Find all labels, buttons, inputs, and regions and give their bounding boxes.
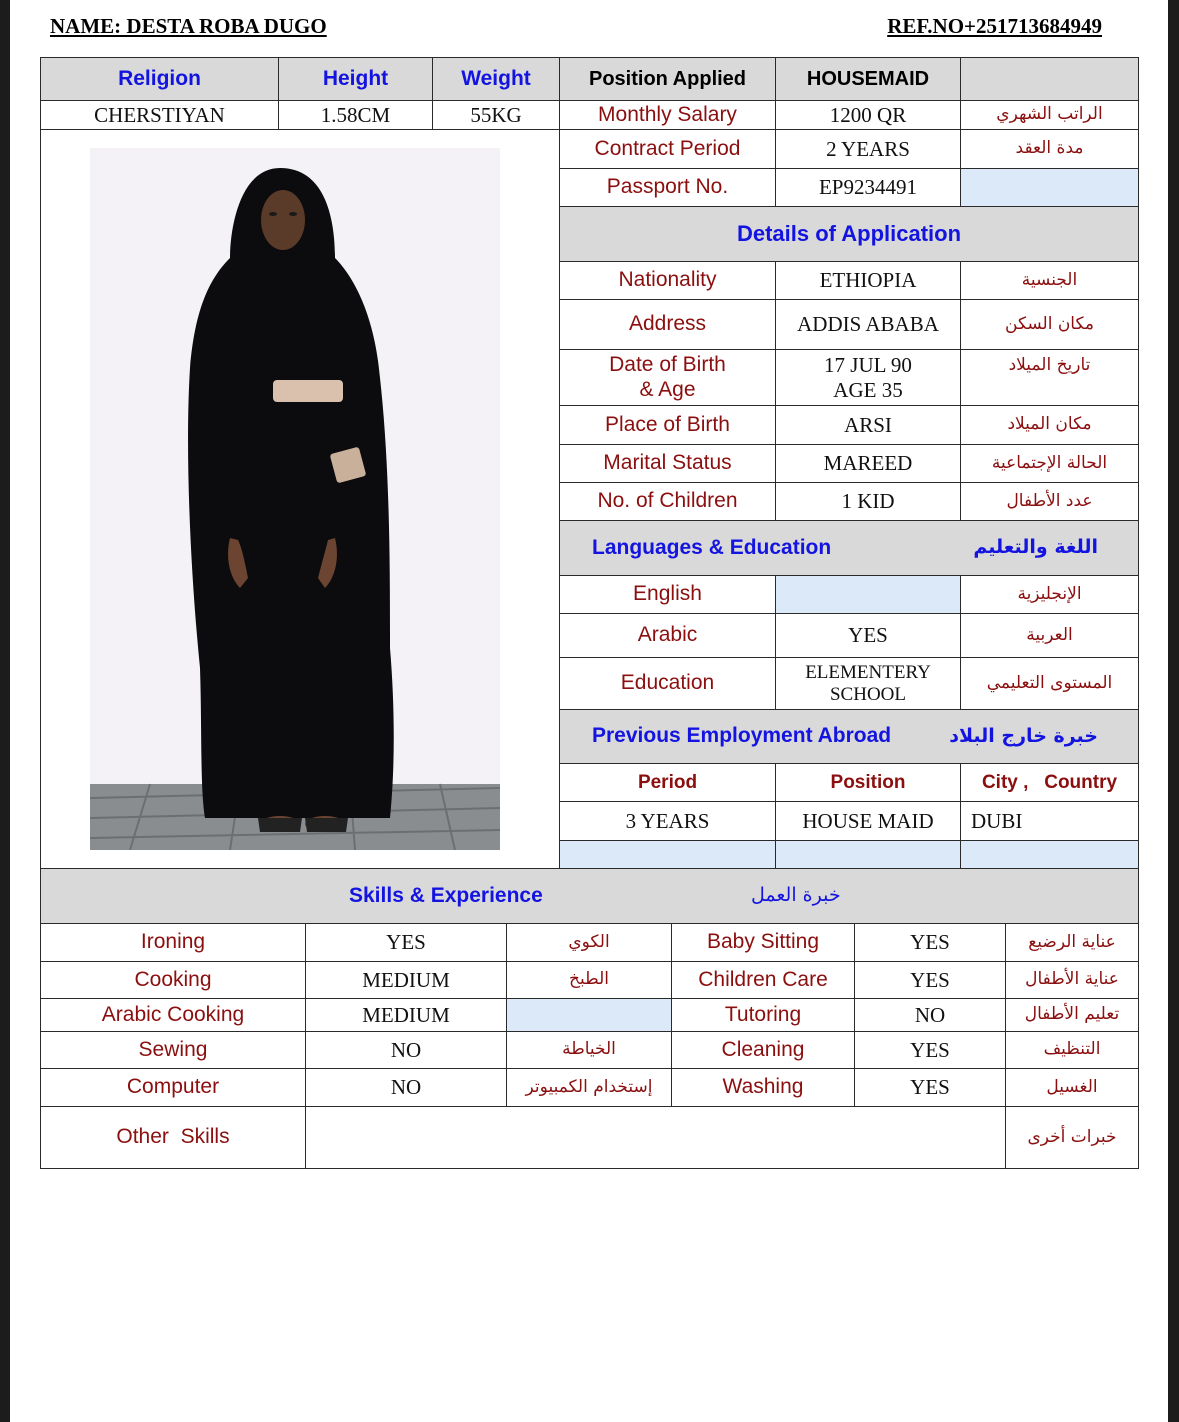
marital-status-value: MAREED xyxy=(775,444,961,483)
dob-label xyxy=(559,349,776,406)
arabic-value: YES xyxy=(775,613,961,658)
skills-section-title xyxy=(40,868,1139,924)
place-of-birth-value: ARSI xyxy=(775,405,961,445)
education-ar: المستوى التعليمي xyxy=(960,657,1139,710)
skill-childrencare-label: Children Care xyxy=(671,961,855,999)
skill-washing-ar: الغسيل xyxy=(1005,1068,1139,1107)
passport-value: EP9234491 xyxy=(775,168,961,207)
reference-number: REF.NO+251713684949 xyxy=(887,14,1102,38)
skill-babysitting-value: YES xyxy=(854,923,1006,962)
employment-col-position: Position xyxy=(775,763,961,802)
languages-title-en: Languages & Education xyxy=(592,535,832,559)
skill-cleaning-value: YES xyxy=(854,1031,1006,1069)
passport-blank-cell xyxy=(960,168,1139,207)
skills-title-en: Skills & Experience xyxy=(349,883,543,907)
children-label: No. of Children xyxy=(559,482,776,521)
contract-period-ar: مدة العقد xyxy=(960,129,1139,169)
dob-date: 17 JUL 90 xyxy=(824,353,912,378)
dob-age: AGE 35 xyxy=(833,377,903,402)
skill-washing-value: YES xyxy=(854,1068,1006,1107)
children-ar: عدد الأطفال xyxy=(960,482,1139,521)
candidate-name: NAME: DESTA ROBA DUGO xyxy=(50,14,327,38)
religion-header: Religion xyxy=(40,57,279,101)
education-value-line1: ELEMENTERY xyxy=(805,661,931,683)
children-value: 1 KID xyxy=(775,482,961,521)
nationality-value: ETHIOPIA xyxy=(775,261,961,300)
weight-header: Weight xyxy=(432,57,560,101)
employment-section-title xyxy=(559,709,1139,764)
skills-title-ar: خبرة العمل xyxy=(751,884,841,907)
education-value xyxy=(775,657,961,710)
arabic-label: Arabic xyxy=(559,613,776,658)
skill-washing-label: Washing xyxy=(671,1068,855,1107)
skill-arabic-cooking-ar-blank xyxy=(506,998,672,1032)
address-value: ADDIS ABABA xyxy=(775,299,961,350)
skill-sewing-ar: الخياطة xyxy=(506,1031,672,1069)
skill-childrencare-ar: عناية الأطفال xyxy=(1005,961,1139,999)
marital-status-ar: الحالة الإجتماعية xyxy=(960,444,1139,483)
skill-tutoring-ar: تعليم الأطفال xyxy=(1005,998,1139,1032)
skill-sewing-label: Sewing xyxy=(40,1031,306,1069)
skill-arabic-cooking-label: Arabic Cooking xyxy=(40,998,306,1032)
employment-col-city: City , Country xyxy=(960,763,1139,802)
skill-babysitting-ar: عناية الرضيع xyxy=(1005,923,1139,962)
skill-computer-label: Computer xyxy=(40,1068,306,1107)
arabic-ar: العربية xyxy=(960,613,1139,658)
monthly-salary-value: 1200 QR xyxy=(775,100,961,130)
skill-computer-value: NO xyxy=(305,1068,507,1107)
skill-cleaning-ar: التنظيف xyxy=(1005,1031,1139,1069)
skill-sewing-value: NO xyxy=(305,1031,507,1069)
height-header: Height xyxy=(278,57,433,101)
languages-title-ar: اللغة والتعليم xyxy=(973,536,1098,559)
other-skills-value-blank xyxy=(305,1106,1006,1169)
address-ar: مكان السكن xyxy=(960,299,1139,350)
other-skills-ar: خبرات أخرى xyxy=(1005,1106,1139,1169)
skill-tutoring-label: Tutoring xyxy=(671,998,855,1032)
employment-position-value: HOUSE MAID xyxy=(775,801,961,841)
religion-value: CHERSTIYAN xyxy=(40,100,279,130)
employment-col-period: Period xyxy=(559,763,776,802)
skill-ironing-value: YES xyxy=(305,923,507,962)
candidate-photo xyxy=(90,148,500,850)
skill-tutoring-value: NO xyxy=(854,998,1006,1032)
employment-title-en: Previous Employment Abroad xyxy=(592,724,892,748)
employment-blank-3 xyxy=(960,840,1139,869)
place-of-birth-label: Place of Birth xyxy=(559,405,776,445)
skill-ironing-label: Ironing xyxy=(40,923,306,962)
dob-value xyxy=(775,349,961,406)
address-label: Address xyxy=(559,299,776,350)
english-label: English xyxy=(559,575,776,614)
skill-cooking-ar: الطبخ xyxy=(506,961,672,999)
details-section-title: Details of Application xyxy=(559,206,1139,262)
skill-cleaning-label: Cleaning xyxy=(671,1031,855,1069)
skill-cooking-value: MEDIUM xyxy=(305,961,507,999)
position-applied-label: Position Applied xyxy=(559,57,776,101)
contract-period-value: 2 YEARS xyxy=(775,129,961,169)
education-value-line2: SCHOOL xyxy=(829,683,906,705)
monthly-salary-label: Monthly Salary xyxy=(559,100,776,130)
english-value-blank xyxy=(775,575,961,614)
dob-ar: تاريخ الميلاد xyxy=(960,349,1139,406)
position-applied-value: HOUSEMAID xyxy=(775,57,961,101)
nationality-label: Nationality xyxy=(559,261,776,300)
employment-title-ar: خبرة خارج البلاد xyxy=(949,724,1098,747)
skill-ironing-ar: الكوي xyxy=(506,923,672,962)
monthly-salary-ar: الراتب الشهري xyxy=(960,100,1139,130)
passport-label: Passport No. xyxy=(559,168,776,207)
skill-computer-ar: إستخدام الكمبيوتر xyxy=(506,1068,672,1107)
employment-blank-1 xyxy=(559,840,776,869)
skill-childrencare-value: YES xyxy=(854,961,1006,999)
contract-period-label: Contract Period xyxy=(559,129,776,169)
cv-page xyxy=(10,0,1168,1422)
education-label: Education xyxy=(559,657,776,710)
languages-section-title xyxy=(559,520,1139,576)
height-value: 1.58CM xyxy=(278,100,433,130)
employment-period-value: 3 YEARS xyxy=(559,801,776,841)
other-skills-label: Other Skills xyxy=(40,1106,306,1169)
weight-value: 55KG xyxy=(432,100,560,130)
dob-label-line2: & Age xyxy=(639,377,696,401)
employment-city-value: DUBI xyxy=(960,801,1139,841)
english-ar: الإنجليزية xyxy=(960,575,1139,614)
skill-babysitting-label: Baby Sitting xyxy=(671,923,855,962)
skill-cooking-label: Cooking xyxy=(40,961,306,999)
place-of-birth-ar: مكان الميلاد xyxy=(960,405,1139,445)
nationality-ar: الجنسية xyxy=(960,261,1139,300)
dob-label-line1: Date of Birth xyxy=(609,353,726,377)
position-blank-cell xyxy=(960,57,1139,101)
employment-blank-2 xyxy=(775,840,961,869)
marital-status-label: Marital Status xyxy=(559,444,776,483)
skill-arabic-cooking-value: MEDIUM xyxy=(305,998,507,1032)
